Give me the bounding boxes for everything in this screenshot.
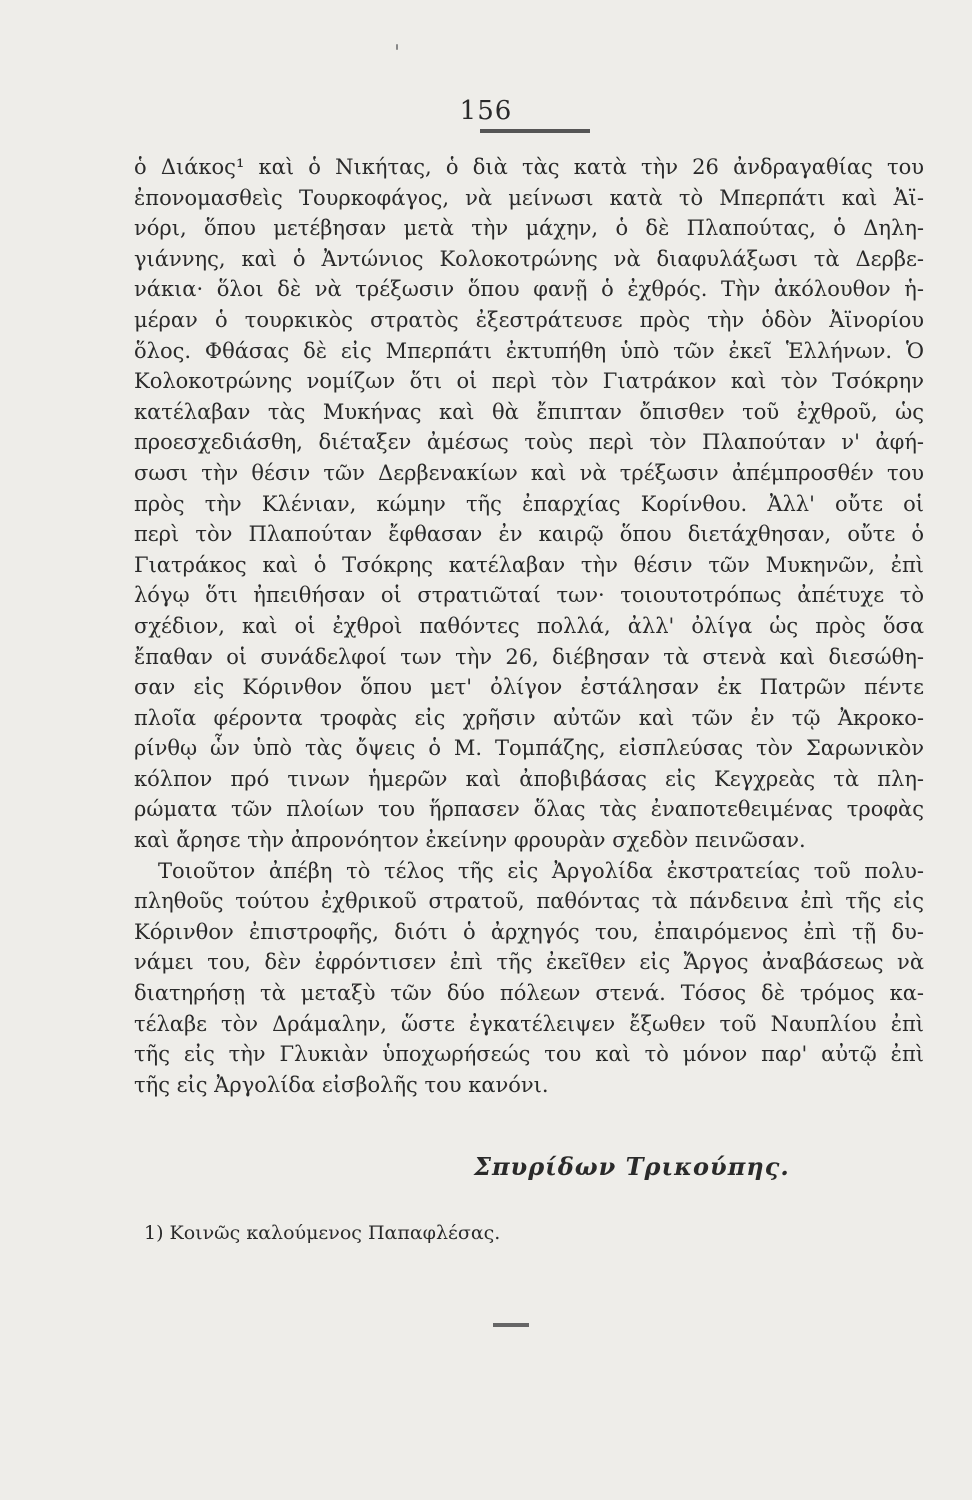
text-line: ρώματα τῶν πλοίων του ἥρπασεν ὅλας τὰς ἐναποτεθειμένας τροφὰς xyxy=(134,797,924,822)
text-line: Κολοκοτρώνης νομίζων ὅτι οἱ περὶ τὸν Γιατράκον καὶ τὸν Τσόκρην xyxy=(134,369,924,394)
text-line: περὶ τὸν Πλαπούταν ἔφθασαν ἐν καιρῷ ὅπου διετάχθησαν, οὔτε ὁ xyxy=(134,522,924,547)
text-line: Κόρινθον ἐπιστροφῆς, διότι ὁ ἀρχηγός του, ἐπαιρόμενος ἐπὶ τῇ δυ- xyxy=(134,919,924,944)
text-line: τέλαβε τὸν Δράμαλην, ὥστε ἐγκατέλειψεν ἔξωθεν τοῦ Ναυπλίου ἐπὶ xyxy=(134,1011,924,1036)
text-line: καὶ ἄρησε τὴν ἀπρονόητον ἐκείνην φρουρὰν σχεδὸν πεινῶσαν. xyxy=(134,828,806,853)
text-line: Τοιοῦτον ἀπέβη τὸ τέλος τῆς εἰς Ἀργολίδα ἐκστρατείας τοῦ πολυ- xyxy=(158,858,924,883)
text-line: ὁ Διάκος¹ καὶ ὁ Νικήτας, ὁ διὰ τὰς κατὰ τὴν 26 ἀνδραγαθίας του xyxy=(134,155,924,179)
text-line: νόρι, ὅπου μετέβησαν μετὰ τὴν μάχην, ὁ δὲ Πλαπούτας, ὁ Δηλη- xyxy=(134,216,924,241)
text-line: κατέλαβαν τὰς Μυκήνας καὶ θὰ ἔπιπταν ὄπισθεν τοῦ ἐχθροῦ, ὡς xyxy=(134,399,924,424)
text-line: πρὸς τὴν Κλένιαν, κώμην τῆς ἐπαρχίας Κορίνθου. Ἀλλ' οὔτε οἱ xyxy=(134,491,924,516)
text-line: κόλπον πρό τινων ἡμερῶν καὶ ἀποβιβάσας εἰς Κεγχρεὰς τὰ πλη- xyxy=(134,766,924,791)
paper-speck xyxy=(396,44,398,50)
page-number: 156 xyxy=(459,96,513,126)
text-line: Γιατράκος καὶ ὁ Τσόκρης κατέλαβαν τὴν θέσιν τῶν Μυκηνῶν, ἐπὶ xyxy=(134,552,924,577)
text-line: προεσχεδιάσθη, διέταξεν ἀμέσως τοὺς περὶ τὸν Πλαπούταν ν' ἀφή- xyxy=(134,430,924,455)
text-line: πληθοῦς τούτου ἐχθρικοῦ στρατοῦ, παθόντας τὰ πάνδεινα ἐπὶ τῆς εἰς xyxy=(134,889,924,914)
bottom-rule xyxy=(493,1323,529,1327)
text-line: σωσι τὴν θέσιν τῶν Δερβενακίων καὶ νὰ τρέξωσιν ἀπέμπροσθέν του xyxy=(134,460,924,485)
text-line: τῆς εἰς Ἀργολίδα εἰσβολῆς του κανόνι. xyxy=(134,1072,549,1097)
text-line: ἐπονομασθεὶς Τουρκοφάγος, νὰ μείνωσι κατὰ τὸ Μπερπάτι καὶ Ἀϊ- xyxy=(134,185,924,210)
text-line: σαν εἰς Κόρινθον ὅπου μετ' ὀλίγον ἐστάλησαν ἐκ Πατρῶν πέντε xyxy=(134,675,924,700)
text-line: ὅλος. Φθάσας δὲ εἰς Μπερπάτι ἐκτυπήθη ὑπὸ τῶν ἐκεῖ Ἑλλήνων. Ὁ xyxy=(134,338,924,363)
footnote: 1) Κοινῶς καλούμενος Παπαφλέσας. xyxy=(144,1222,501,1244)
text-line: σχέδιον, καὶ οἱ ἐχθροὶ παθόντες πολλά, ἀλλ' ὀλίγα ὡς πρὸς ὅσα xyxy=(134,613,924,638)
text-line: διατηρήσῃ τὰ μεταξὺ τῶν δύο πόλεων στενά. Τόσος δὲ τρόμος κα- xyxy=(134,981,924,1006)
author-signature: Σπυρίδων Τρικούπης. xyxy=(474,1152,790,1181)
text-line: πλοῖα φέροντα τροφὰς εἰς χρῆσιν αὐτῶν καὶ τῶν ἐν τῷ Ἀκροκο- xyxy=(134,705,924,730)
text-line: ρίνθῳ ὧν ὑπὸ τὰς ὄψεις ὁ Μ. Τομπάζης, εἰσπλεύσας τὸν Σαρωνικὸν xyxy=(134,736,924,761)
text-line: λόγῳ ὅτι ἠπειθήσαν οἱ στρατιῶταί των· τοιουτοτρόπως ἀπέτυχε τὸ xyxy=(134,583,924,608)
text-line: ἔπαθαν οἱ συνάδελφοί των τὴν 26, διέβησαν τὰ στενὰ καὶ διεσώθη- xyxy=(134,644,924,669)
text-line: νάμει του, δὲν ἐφρόντισεν ἐπὶ τῆς ἐκεῖθεν εἰς Ἄργος ἀναβάσεως νὰ xyxy=(134,950,924,975)
body-text xyxy=(134,152,924,1100)
text-line: μέραν ὁ τουρκικὸς στρατὸς ἐξεστράτευσε πρὸς τὴν ὁδὸν Ἀϊνορίου xyxy=(134,307,924,332)
header-rule xyxy=(480,129,590,133)
text-line: γιάννης, καὶ ὁ Ἀντώνιος Κολοκοτρώνης νὰ διαφυλάξωσι τὰ Δερβε- xyxy=(134,246,924,271)
text-line: νάκια· ὅλοι δὲ νὰ τρέξωσιν ὅπου φανῇ ὁ ἐχθρός. Τὴν ἀκόλουθον ἡ- xyxy=(134,277,924,302)
text-line: τῆς εἰς τὴν Γλυκιὰν ὑποχωρήσεώς του καὶ τὸ μόνον παρ' αὐτῷ ἐπὶ xyxy=(134,1042,924,1067)
